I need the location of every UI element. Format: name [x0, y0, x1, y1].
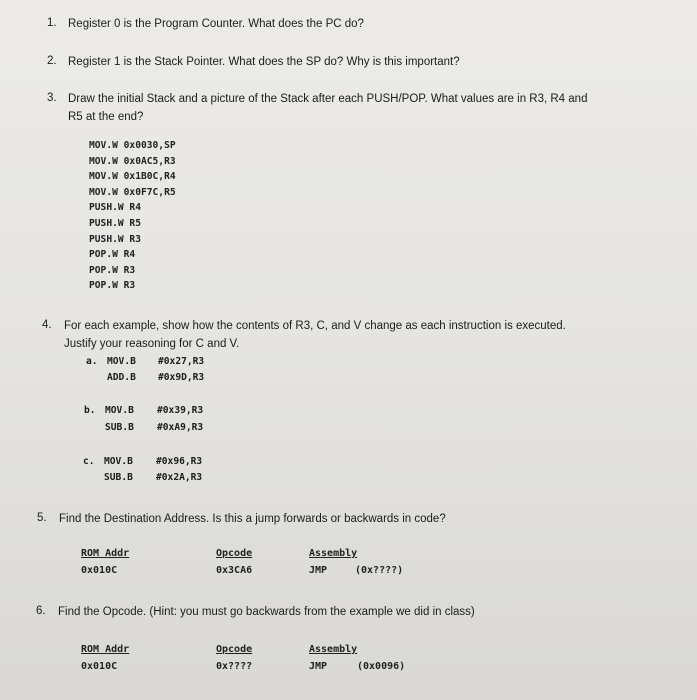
- q6-header-assembly: Assembly: [309, 644, 358, 655]
- code-line: PUSH.W R5: [89, 217, 141, 229]
- q5-header-rom-addr: ROM Addr: [81, 548, 130, 559]
- q5-text: Find the Destination Address. Is this a jump forwards or backwards in code?: [59, 513, 446, 525]
- q4b-label: b.: [84, 405, 96, 416]
- q4-text-line2: Justify your reasoning for C and V.: [64, 338, 240, 350]
- q6-asm-arg: (0x0096): [357, 661, 406, 672]
- q4-number: 4.: [42, 319, 52, 331]
- q5-header-assembly: Assembly: [309, 548, 358, 559]
- q4a-arg2: #0x9D,R3: [158, 372, 205, 383]
- q5-asm-op: JMP: [309, 565, 328, 576]
- q6-header-opcode: Opcode: [216, 644, 253, 655]
- q4c-op1: MOV.B: [104, 456, 133, 467]
- q4b-op1: MOV.B: [105, 405, 134, 416]
- q6-opcode: 0x????: [216, 661, 253, 672]
- q4c-arg2: #0x2A,R3: [156, 472, 203, 483]
- q2-text: Register 1 is the Stack Pointer. What does the SP do? Why is this important?: [68, 56, 460, 68]
- code-line: MOV.W 0x0AC5,R3: [89, 155, 176, 167]
- q6-header-rom-addr: ROM Addr: [81, 644, 130, 655]
- q5-number: 5.: [37, 512, 47, 524]
- q6-asm-op: JMP: [309, 661, 328, 672]
- q1-number: 1.: [47, 17, 57, 29]
- q4b-arg2: #0xA9,R3: [157, 422, 204, 433]
- q6-text: Find the Opcode. (Hint: you must go backwards from the example we did in class): [58, 606, 475, 618]
- code-line: MOV.W 0x1B0C,R4: [89, 171, 176, 183]
- q4-text-line1: For each example, show how the contents of R3, C, and V change as each instruction is executed.: [64, 320, 566, 332]
- q3-number: 3.: [47, 92, 57, 104]
- q5-asm-arg: (0x????): [355, 565, 404, 576]
- q6-rom-addr: 0x010C: [81, 661, 118, 672]
- q5-header-opcode: Opcode: [216, 548, 253, 559]
- q4c-op2: SUB.B: [104, 472, 133, 483]
- code-line: POP.W R3: [89, 264, 136, 276]
- code-line: POP.W R3: [89, 280, 136, 292]
- q4b-arg1: #0x39,R3: [157, 405, 204, 416]
- q3-code-block: [89, 138, 176, 294]
- q6-number: 6.: [36, 605, 46, 617]
- q3-text-line1: Draw the initial Stack and a picture of the Stack after each PUSH/POP. What values are in R3, R4 and: [68, 93, 588, 105]
- code-line: MOV.W 0x0F7C,R5: [89, 186, 176, 198]
- q5-opcode: 0x3CA6: [216, 565, 253, 576]
- q4b-op2: SUB.B: [105, 422, 134, 433]
- code-line: PUSH.W R4: [89, 202, 141, 214]
- code-line: POP.W R4: [89, 249, 136, 261]
- q4a-arg1: #0x27,R3: [158, 356, 205, 367]
- q2-number: 2.: [47, 55, 57, 67]
- q5-rom-addr: 0x010C: [81, 565, 118, 576]
- q3-text-line2: R5 at the end?: [68, 111, 144, 123]
- q4a-op2: ADD.B: [107, 372, 136, 383]
- code-line: MOV.W 0x0030,SP: [89, 140, 176, 151]
- q4c-arg1: #0x96,R3: [156, 456, 203, 467]
- q4a-label: a.: [86, 356, 98, 367]
- q4a-op1: MOV.B: [107, 356, 136, 367]
- q1-text: Register 0 is the Program Counter. What does the PC do?: [68, 18, 364, 30]
- code-line: PUSH.W R3: [89, 233, 141, 245]
- q4c-label: c.: [83, 456, 95, 467]
